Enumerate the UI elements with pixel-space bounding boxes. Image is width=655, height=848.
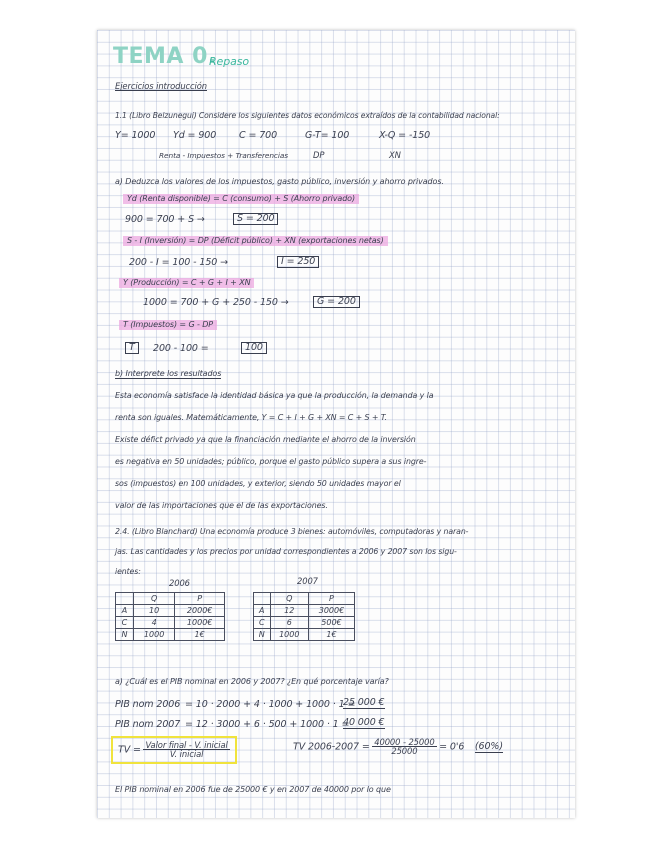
ex2-final-line: El PIB nominal en 2006 fue de 25000 € y en 2007 de 40000 por lo que: [115, 785, 391, 794]
table-2007-year: 2007: [297, 576, 318, 586]
ex1-data-c: C = 700: [239, 130, 278, 141]
tv-label: TV =: [118, 744, 141, 756]
table-cell: 1000: [270, 629, 308, 641]
ex1-part-b: b) Interprete los resultados: [115, 369, 222, 378]
table-2006: [115, 592, 225, 641]
table-cell: Q: [270, 593, 308, 605]
tv-fraction: [143, 741, 229, 759]
table-cell: 10: [133, 605, 174, 617]
table-cell: 12: [270, 605, 308, 617]
ex1-b-line: valor de las importaciones que el de las exportaciones.: [115, 501, 328, 510]
ex1-eq1-label: Yd (Renta disponible) = C (consumo) + S (Ahorro privado): [123, 194, 359, 204]
tv2-equals: = 0'6: [439, 741, 465, 753]
table-row: [254, 617, 355, 629]
table-cell: 500€: [308, 617, 354, 629]
ex1-part-a: a) Deduzca los valores de los impuestos, gasto público, inversión y ahorro privados.: [115, 177, 444, 186]
ex1-eq2-result: I = 250: [277, 256, 319, 268]
ex2-intro-line: 2.4. (Libro Blanchard) Una economía produce 3 bienes: automóviles, computadoras y naran-: [115, 527, 469, 536]
section-heading: Ejercicios introducción: [115, 81, 208, 91]
pib-2007-result: 40 000 €: [343, 717, 385, 728]
table-row: [254, 629, 355, 641]
table-row: [116, 617, 225, 629]
pib-2006-result: 25 000 €: [343, 697, 385, 708]
ex1-data-gt: G-T= 100: [305, 130, 350, 141]
ex1-eq4-lead: T: [125, 342, 139, 354]
table-cell: 1000: [133, 629, 174, 641]
ex1-b-line: Existe défict privado ya que la financiación mediante el ahorro de la inversión: [115, 435, 416, 444]
ex1-eq3-label: Y (Producción) = C + G + I + XN: [119, 278, 254, 288]
ex1-data-yd: Yd = 900: [173, 130, 217, 141]
ex1-data-y: Y= 1000: [115, 130, 156, 141]
tv2-fraction: [372, 738, 436, 756]
ex1-b-line: sos (impuestos) en 100 unidades, y exterior, siendo 50 unidades mayor el: [115, 479, 401, 488]
table-cell: Q: [133, 593, 174, 605]
table-cell: C: [254, 617, 271, 629]
table-2007: [253, 592, 355, 641]
tv2-label: TV 2006-2007 =: [293, 741, 370, 753]
table-cell: A: [116, 605, 134, 617]
ex1-eq4: 200 - 100 =: [153, 343, 209, 354]
ex1-eq1: 900 = 700 + S →: [125, 214, 205, 225]
table-cell: [116, 593, 134, 605]
ex1-b-line: renta son iguales. Matemáticamente, Y = C + I + G + XN = C + S + T.: [115, 413, 387, 422]
table-cell: 1€: [175, 629, 225, 641]
ex1-data-xq: X-Q = -150: [379, 130, 431, 141]
pib-2006-calc: = 10 · 2000 + 4 · 1000 + 1000 · 1 =: [185, 699, 356, 710]
ex1-b-line: es negativa en 50 unidades; público, porque el gasto público supera a sus ingre-: [115, 457, 427, 466]
pib-2006-label: PIB nom 2006: [115, 699, 181, 710]
ex2-part-a: a) ¿Cuál es el PIB nominal en 2006 y 2007? ¿En qué porcentaje varía?: [115, 677, 389, 686]
table-row: [116, 593, 225, 605]
table-row: [254, 593, 355, 605]
table-cell: 6: [270, 617, 308, 629]
ex1-eq4-label: T (Impuestos) = G - DP: [119, 320, 217, 330]
table-cell: P: [308, 593, 354, 605]
ex1-intro: 1.1 (Libro Belzunegui) Considere los siguientes datos económicos extraídos de la contabilidad nacional:: [115, 111, 500, 120]
table-2006-year: 2006: [169, 578, 190, 588]
ex2-intro-line: ientes:: [115, 567, 141, 576]
notebook-page: [97, 30, 575, 818]
table-cell: 4: [133, 617, 174, 629]
table-cell: [254, 593, 271, 605]
ex2-intro-line: jas. Las cantidades y los precios por unidad correspondientes a 2006 y 2007 son los sigu-: [115, 547, 457, 556]
ex1-dp-label: DP: [313, 150, 325, 160]
table-cell: C: [116, 617, 134, 629]
page-subtitle: Repaso: [209, 55, 249, 68]
tv2-numerator: 40000 - 25000: [374, 737, 435, 747]
pib-2007-label: PIB nom 2007: [115, 719, 181, 730]
table-cell: N: [254, 629, 271, 641]
tv2-percent: (60%): [474, 741, 503, 753]
ex1-eq3-result: G = 200: [313, 296, 360, 308]
table-cell: P: [175, 593, 225, 605]
page-title: TEMA 0.: [113, 44, 217, 69]
table-cell: 1€: [308, 629, 354, 641]
table-row: [254, 605, 355, 617]
table-cell: N: [116, 629, 134, 641]
ex1-eq1-result: S = 200: [233, 213, 278, 225]
table-cell: A: [254, 605, 271, 617]
ex1-eq2-label: S - I (Inversión) = DP (Déficit público) + XN (exportaciones netas): [123, 236, 388, 246]
ex1-eq3: 1000 = 700 + G + 250 - 150 →: [143, 297, 289, 308]
table-row: [116, 629, 225, 641]
tv-2006-2007: [293, 738, 503, 756]
table-cell: 1000€: [175, 617, 225, 629]
tv-formula-box: [111, 736, 237, 764]
table-cell: 3000€: [308, 605, 354, 617]
ex1-eq4-result: 100: [241, 342, 267, 354]
tv2-denominator: 25000: [391, 746, 418, 757]
ex1-xn-label: XN: [389, 150, 401, 160]
ex1-yd-note: Renta - Impuestos + Transferencias: [159, 151, 289, 160]
tv-numerator: Valor final - V. inicial: [145, 740, 228, 750]
ex1-eq2: 200 - I = 100 - 150 →: [129, 257, 229, 268]
ex1-b-line: Esta economía satisface la identidad básica ya que la producción, la demanda y la: [115, 391, 434, 400]
table-row: [116, 605, 225, 617]
pib-2007-calc: = 12 · 3000 + 6 · 500 + 1000 · 1 =: [185, 719, 350, 730]
tv-denominator: V. inicial: [169, 749, 204, 760]
table-cell: 2000€: [175, 605, 225, 617]
